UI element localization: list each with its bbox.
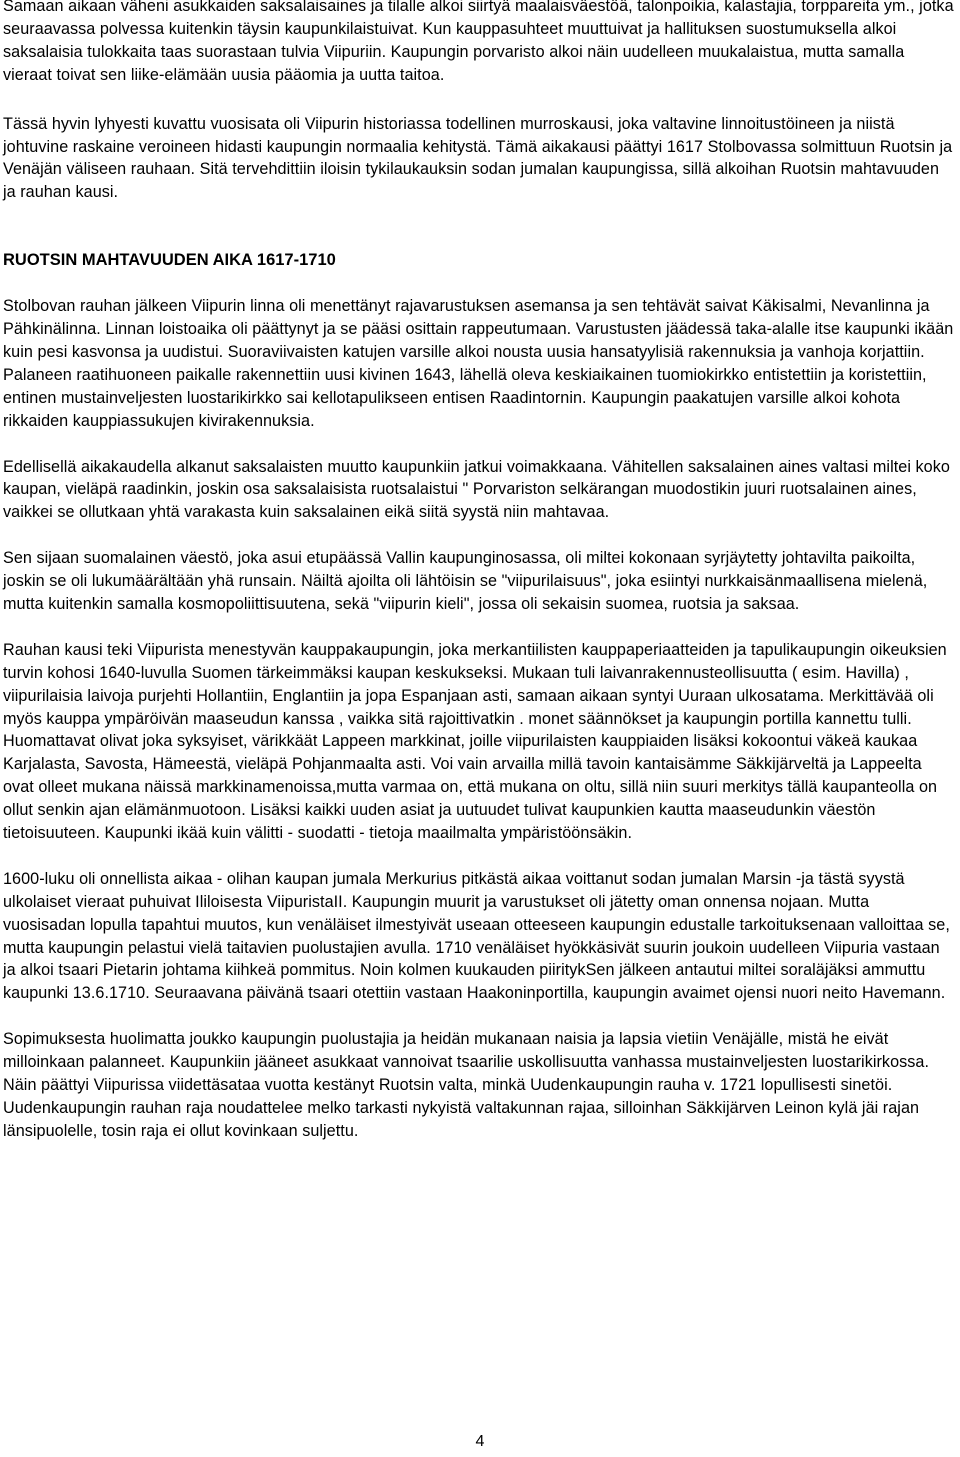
paragraph-trade-city: Rauhan kausi teki Viipurista menestyvän kauppakaupungin, joka merkantiilisten kauppaperiaatteiden ja tapulikaupungin oikeuksien turvin kohosi 1640-luvulla Suomen tärkeimmäksi kaupan keskukseksi. Mukaan tuli laivanrakennusteollisuutta ( esim. Havilla) , viipurilaisia laivoja purjehti Hollantiin, Englantiin ja jopa Espanjaan asti, samaan aikaan syntyi Uuraan ulkosatama. Merkittävää oli myös kauppa ympäröivän maaseudun kanssa , vaikka sitä rajoittivatkin . monet säännökset ja kaupungin portilla kannettu tulli. Huomattavat olivat joka syksyiset, värikkäät Lappeen markkinat, joille viipurilaisten kauppiaiden lisäksi kokoontui väkeä kaukaa Karjalasta, Savosta, Hämeestä, vieläpä Pohjanmaalta asti. Voi vain arvailla millä tavoin kantaisämme Säkkijärveltä ja Lappeelta ovat olleet mukana näissä markkinamenoissa,mutta varmaa on, että mukana on oltu, sillä niin suuri merkitys tällä kaupanteolla on ollut senkin ajan elämänmuotoon. Lisäksi kaikki uuden asiat ja uutuudet tulivat kaupunkien kautta maaseudunkin väestön tietoisuuteen. Kaupunki ikää kuin välitti - suodatti - tietoja maailmalta ympäristöönsäkin. (3, 640, 947, 843)
section-heading: RUOTSIN MAHTAVUUDEN AIKA 1617-1710 (3, 251, 336, 270)
paragraph-german-migration: Samaan aikaan väheni asukkaiden saksalaisaines ja tilalle alkoi siirtyä maalaisväestöä, talonpoikia, kalastajia, torppareita ym., jotka seuraavassa polvessa kuitenkin täysin kaupunkilaistuivat. Kun kauppasuhteet muuttuivat ja hallituksen suostumuksella alkoi saksalaisia tulokkaita taas suorastaan tulvia Viipuriin. Kaupungin porvaristo alkoi näin uudelleen muukalaistua, mutta samalla vieraat toivat sen liike-elämään uusia pääomia ja uutta taitoa. (3, 0, 954, 84)
paragraph-1600s-siege: 1600-luku oli onnellista aikaa - olihan kaupan jumala Merkurius pitkästä aikaa voittanut sodan jumalan Marsin -ja tästä syystä ulkolaiset vieraat puhuivat Ililoisesta ViipuristaII. Kaupungin muurit ja varustukset oli jätetty oman onnensa nojaan. Mutta vuosisadan lopulla tapahtui muutos, kun venäläiset ilmestyivät useaan otteeseen kaupungin edustalle tarkoituksenaan valloittaa se, mutta kaupungin pelastui vielä taitavien puolustajien avulla. 1710 venäläiset hyökkäsivät suurin joukoin uudelleen Viipuria vastaan ja alkoi tsaari Pietarin johtama kiihkeä pommitus. Noin kolmen kuukauden piiritykSen jälkeen antautui miltei soraläjäksi ammuttu kaupunki 13.6.1710. Seuraavana päivänä tsaari otettiin vastaan Haakoninportilla, kaupungin avaimet ojensi nuori neito Havemann. (3, 869, 950, 1003)
paragraph-finnish-population: Sen sijaan suomalainen väestö, joka asui etupäässä Vallin kaupunginosassa, oli miltei kokonaan syrjäytetty johtavilta paikoilta, joskin se oli lukumäärältään yhä runsain. Näiltä ajoilta oli lähtöisin se "viipurilaisuus", joka esiintyi nurkkaisänmaallisena mielenä, mutta kuitenkin samalla kosmopoliittisuutena, sekä "viipurin kieli", jossa oli sekaisin suomea, ruotsia ja saksaa. (3, 549, 928, 613)
page-number: 4 (475, 1433, 485, 1450)
paragraph-castle-decline: Stolbovan rauhan jälkeen Viipurin linna oli menettänyt rajavarustuksen asemansa ja sen tehtävät saivat Käkisalmi, Nevanlinna ja Pähkinälinna. Linnan loistoaika oli päättynyt ja se pääsi osittain rappeutumaan. Varustusten jäädessä taka-alalle itse kaupunki ikään kuin pesi kasvonsa ja uudistui. Suoraviivaisten katujen varsille alkoi nousta uusia hansatyylisiä rakennuksia ja vanhoja korjattiin. Palaneen raatihuoneen paikalle rakennettiin uusi kivinen 1643, lähellä oleva keskiaikainen tuomiokirkko entistettiin ja koristettiin, entinen mustainveljesten luostarikirkko sai kellotapulikseen entisen Raadintornin. Kaupungin paakatujen varsille alkoi kohota rikkaiden kauppiassukujen kivirakennuksia. (3, 297, 954, 430)
paragraph-german-influence: Edellisellä aikakaudella alkanut saksalaisten muutto kaupunkiin jatkui voimakkaana. Vähitellen saksalainen aines valtasi miltei koko kaupan, vieläpä raadinkin, joskin osa saksalaisista ruotsalaistui " Porvariston selkärangan muodostikin juuri ruotsalainen aines, vaikkei se ollutkaan yhtä varakasta kuin saksalainen eikä siitä syystä niin mahtavaa. (3, 457, 950, 522)
paragraph-transition-period: Tässä hyvin lyhyesti kuvattu vuosisata oli Viipurin historiassa todellinen murroskausi, joka valtavine linnoitustöineen ja niistä johtuvine raskaine veroineen hidasti kaupungin normaalia kehitystä. Tämä aikakausi päättyi 1617 Stolbovassa solmittuun Ruotsin ja Venäjän väliseen rauhaan. Sitä tervehdittiin iloisin tykilaukauksin sodan jumalan kaupungissa, sillä alkoihan Ruotsin mahtavuuden ja rauhan kausi. (3, 114, 953, 202)
paragraph-end-swedish-rule: Sopimuksesta huolimatta joukko kaupungin puolustajia ja heidän mukanaan naisia ja lapsia vietiin Venäjälle, mistä he eivät milloinkaan palanneet. Kaupunkiin jääneet asukkaat vannoivat tsaarilie uskollisuutta vanhassa mustainveljesten luostarikirkossa. Näin päättyi Viipurissa viidettäsataa vuotta kestänyt Ruotsin valta, minkä Uudenkaupungin rauha v. 1721 lopullisesti sinetöi. Uudenkaupungin rauhan raja noudattelee melko tarkasti nykyistä valtakunnan rajaa, silloinhan Säkkijärven Leinon kylä jäi rajan länsipuolelle, tosin raja ei ollut kovinkaan suljettu. (3, 1030, 930, 1140)
document-body (3, 0, 955, 1143)
